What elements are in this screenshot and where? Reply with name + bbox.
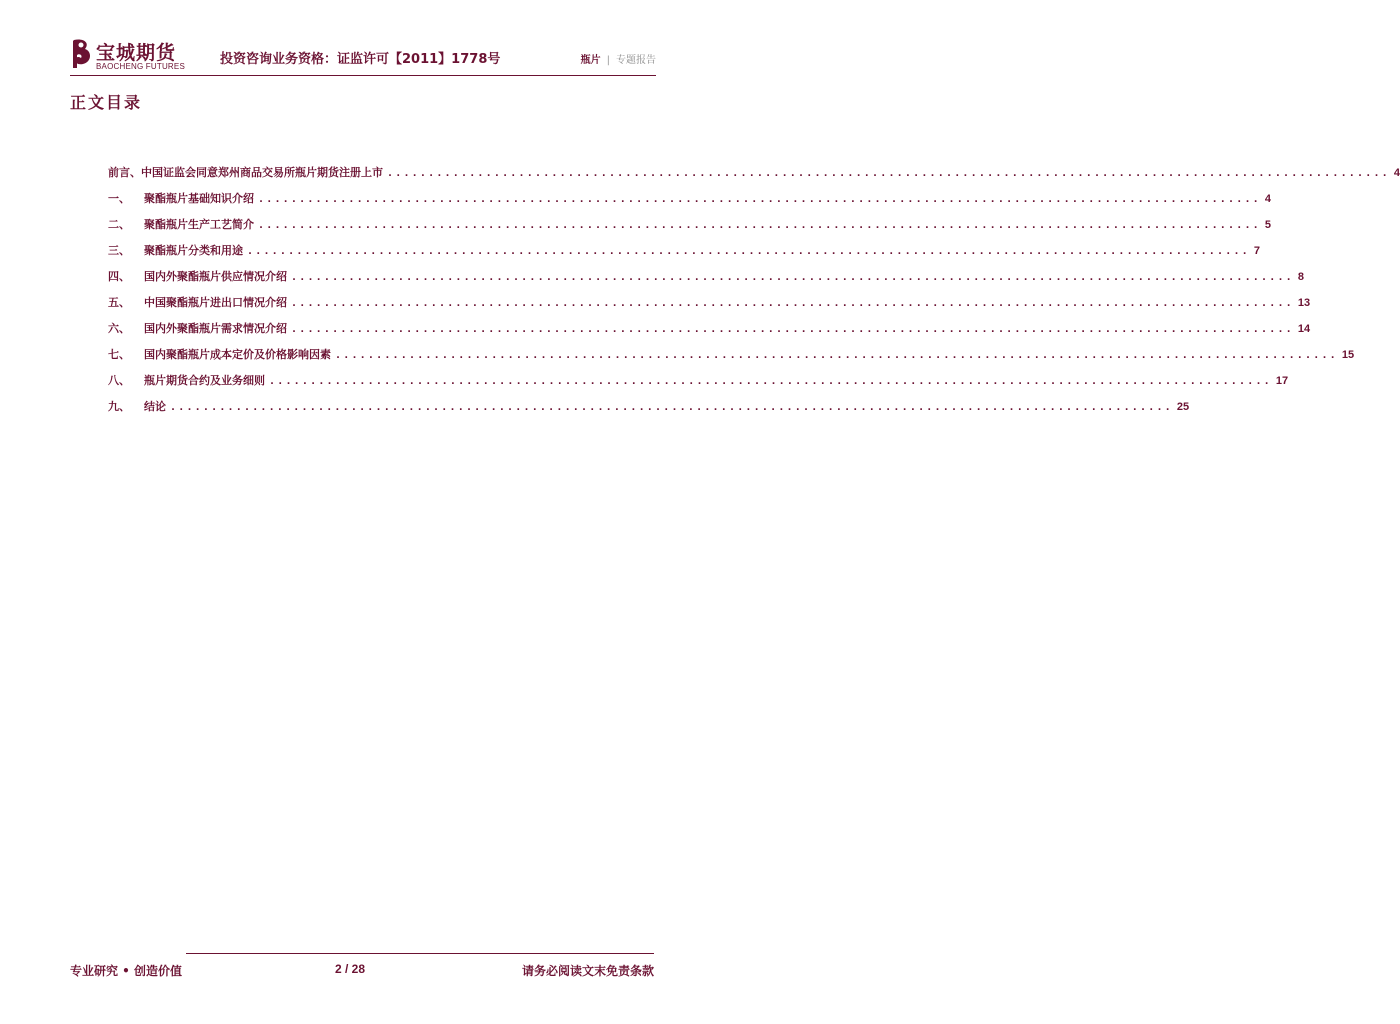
toc-entry-label: 结论	[144, 400, 166, 413]
footer-divider	[186, 953, 654, 954]
toc-entry-page: 14	[1297, 323, 1311, 335]
toc-entry[interactable]	[108, 320, 1311, 346]
toc-entry-label: 国内外聚酯瓶片需求情况介绍	[144, 322, 287, 335]
toc-entry-label: 中国聚酯瓶片进出口情况介绍	[144, 296, 287, 309]
toc-leader-dots: ..........................................................................................................................	[291, 272, 1294, 283]
toc-title: 正文目录	[70, 93, 143, 112]
toc-entry[interactable]	[108, 372, 1289, 398]
toc-leader-dots: ..........................................................................................................................	[258, 220, 1261, 231]
toc-entry-label: 聚酯瓶片分类和用途	[144, 244, 243, 257]
toc-entry-number: 三、	[108, 244, 130, 257]
toc-entry-page: 4	[1264, 193, 1272, 205]
toc-leader-dots: ..........................................................................................................................	[291, 298, 1294, 309]
toc-entry-page: 8	[1297, 271, 1305, 283]
toc-entry-page: 7	[1253, 245, 1261, 257]
toc-leader-dots: ..........................................................................................................................	[269, 376, 1272, 387]
toc-entry-number: 二、	[108, 218, 130, 231]
toc-entry-page: 5	[1264, 219, 1272, 231]
toc-entry-number: 七、	[108, 348, 130, 361]
qualification-text: 投资咨询业务资格：证监许可【2011】1778号	[220, 52, 501, 67]
toc-entry[interactable]	[108, 164, 1400, 190]
toc-leader-dots: ..........................................................................................................................	[335, 350, 1338, 361]
toc-entry-label: 聚酯瓶片基础知识介绍	[144, 192, 254, 205]
toc-entry-label: 国内聚酯瓶片成本定价及价格影响因素	[144, 348, 331, 361]
toc-entry-number: 四、	[108, 270, 130, 283]
toc-entry-label: 国内外聚酯瓶片供应情况介绍	[144, 270, 287, 283]
toc-leader-dots: ..........................................................................................................................	[291, 324, 1294, 335]
logo-mark-icon	[70, 38, 94, 72]
toc-entry[interactable]	[108, 346, 1355, 372]
footer-slogan: 专业研究 • 创造价值	[70, 964, 183, 978]
toc-entry-number: 六、	[108, 322, 130, 335]
tag-separator: |	[606, 55, 610, 66]
page-number: 2 / 28	[335, 962, 366, 976]
toc-entry-number: 五、	[108, 296, 130, 309]
toc-leader-dots: ..........................................................................................................................	[387, 168, 1390, 179]
toc-entry-number: 八、	[108, 374, 130, 387]
toc-entry-page: 13	[1297, 297, 1311, 309]
page-header	[70, 38, 656, 74]
toc-entry-page: 25	[1176, 401, 1190, 413]
toc-entry-page: 17	[1275, 375, 1289, 387]
report-type: 专题报告	[616, 55, 656, 66]
toc-leader-dots: ..........................................................................................................................	[258, 194, 1261, 205]
toc-entry-label: 前言、中国证监会同意郑州商品交易所瓶片期货注册上市	[108, 166, 383, 179]
company-logo	[70, 38, 200, 74]
report-category: 瓶片	[580, 55, 601, 66]
report-tag	[581, 51, 656, 66]
toc-entry-number: 一、	[108, 192, 130, 205]
toc-entry[interactable]	[108, 242, 1261, 268]
header-divider	[70, 75, 656, 76]
toc-entry-label: 瓶片期货合约及业务细则	[144, 374, 265, 387]
toc-entry-number: 九、	[108, 400, 130, 413]
toc-entry[interactable]	[108, 294, 1311, 320]
toc-entry[interactable]	[108, 398, 1190, 424]
toc-entry[interactable]	[108, 190, 1272, 216]
toc-leader-dots: ..........................................................................................................................	[247, 246, 1250, 257]
table-of-contents	[108, 164, 1400, 424]
logo-chinese-name: 宝城期货	[96, 42, 177, 64]
toc-entry[interactable]	[108, 268, 1305, 294]
logo-english-name: BAOCHENG FUTURES	[96, 62, 185, 71]
toc-entry-page: 15	[1341, 349, 1355, 361]
toc-entry-page: 4	[1393, 167, 1400, 179]
disclaimer-notice[interactable]: 请务必阅读文末免责条款	[521, 964, 654, 978]
toc-entry[interactable]	[108, 216, 1272, 242]
toc-entry-label: 聚酯瓶片生产工艺简介	[144, 218, 254, 231]
toc-leader-dots: ..........................................................................................................................	[170, 402, 1173, 413]
